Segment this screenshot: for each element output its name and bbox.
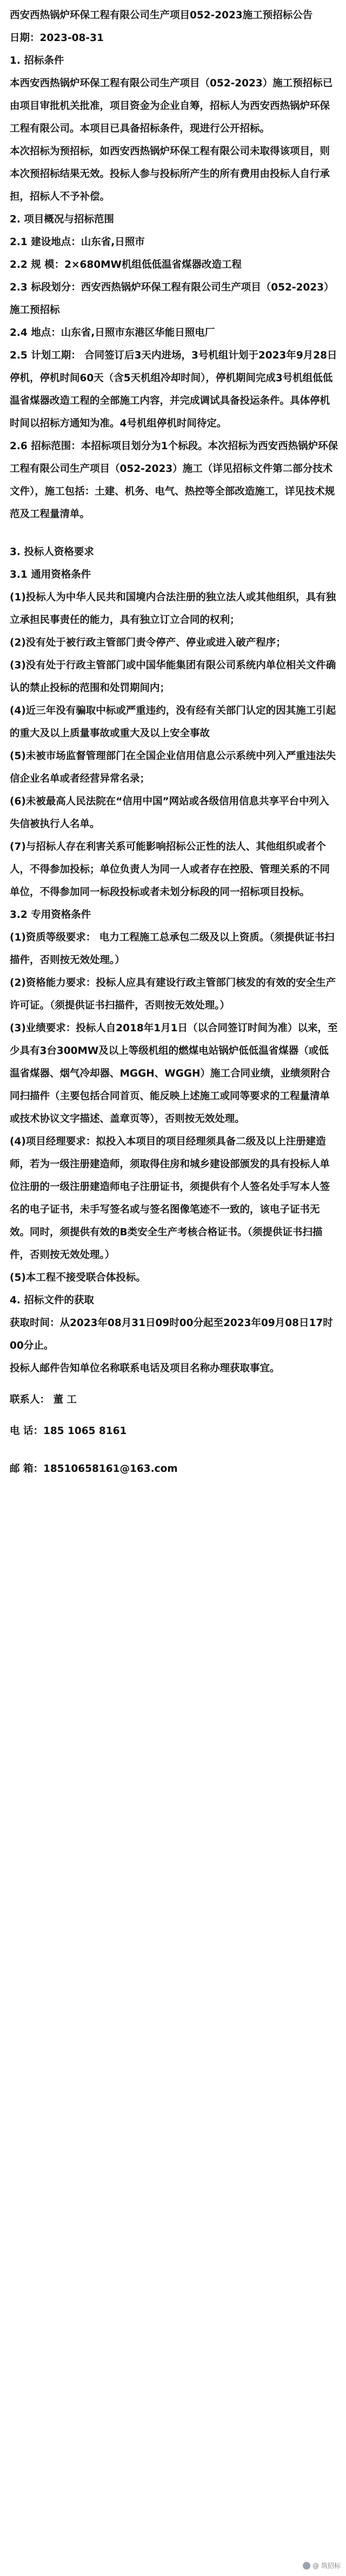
qualification-item-5: (5)未被市场监督管理部门在全国企业信用信息公示系统中列入严重违法失信企业名单或者经营异常名录；	[10, 751, 336, 785]
qualification-item-7: (7)与招标人存在利害关系可能影响招标公正性的法人、其他组织或者个人，不得参加投标；单位负责人为同一人或者存在控股、管理关系的不同单位，不得参加同一标段投标或者未划分标段的同一招标项目投标。	[10, 841, 330, 898]
subsection-general-qualification: 3.1 通用资格条件	[10, 569, 91, 580]
special-item-4: (4)项目经理要求：拟投入本项目的项目经理须具备二级及以上注册建造师，若为一级注册建造师，须取得住房和城乡建设部颁发的具有投标人单位注册的一级注册建造师电子注册证书，须提供有个人签名处手写本人签名的电子证书，未手写签名或与签名图像笔迹不一致的，该电子证书无效。同时，须提供有效的B类安全生产考核合格证书。（须提供证书扫描件，否则按无效处理。）	[10, 1136, 330, 1261]
special-item-1: (1)资质等级要求： 电力工程施工总承包二级及以上资质。（须提供证书扫描件，否则按无效处理。）	[10, 932, 335, 966]
contact-email: 邮 箱：18510658161@163.com	[10, 1463, 178, 1475]
section-heading-1: 1. 招标条件	[10, 55, 64, 66]
qualification-item-4: (4)近三年没有骗取中标或严重违约，没有经有关部门认定的因其施工引起的重大及以上质量事故或重大及以上安全事故	[10, 705, 336, 739]
tender-conditions-text: 本西安西热锅炉环保工程有限公司生产项目（052-2023）施工预招标已由项目审批机关批准，项目资金为企业自筹，招标人为西安西热锅炉环保工程有限公司。本项目已具备招标条件，现进行公开招标。	[10, 78, 333, 134]
contact-person: 联系人： 董 工	[10, 1394, 77, 1405]
subsection-special-qualification: 3.2 专用资格条件	[10, 909, 91, 921]
document-title: 西安西热锅炉环保工程有限公司生产项目052-2023施工预招标公告	[10, 10, 313, 21]
special-item-3: (3)业绩要求：投标人自2018年1月1日（以合同签订时间为准）以来，至少具有3台300MW及以上等级机组的燃煤电站锅炉低低温省煤器（或低温省煤器、烟气冷却器、MGGH、WGGH）施工合同业绩，业绩须附合同扫描件（主要包括合同首页、能反映上述施工或同等要求的工程量清单或技术协议文字描述、盖章页等），否则按无效处理。	[10, 1023, 338, 1125]
special-item-5: (5)本工程不接受联合体投标。	[10, 1272, 146, 1283]
tender-scope: 2.6 招标范围：本招标项目划分为1个标段。本次招标为西安西热锅炉环保工程有限公司生产项目（052-2023）施工（详见招标文件第二部分技术文件），施工包括：土建、机务、电气、热控等全部改造施工，详见技术规范及工程量清单。	[10, 441, 338, 520]
lot-division: 2.3 标段划分：西安西热锅炉环保工程有限公司生产项目（052-2023）施工预招标	[10, 282, 334, 316]
contact-phone: 电 话：185 1065 8161	[10, 1425, 127, 1437]
platform-logo-icon	[303, 2562, 310, 2570]
qualification-item-2: (2)没有处于被行政主管部门责令停产、停业或进入破产程序；	[10, 637, 286, 648]
watermark	[200, 2559, 341, 2572]
planned-schedule: 2.5 计划工期： 合同签订后3天内进场，3号机组计划于2023年9月28日停机，停机时间60天（含5天机组冷却时间），停机期间完成3号机组低低温省煤器改造工程的全部施工内容，并完成调试具备投运条件。具体停机时间以招标方通知为准。4号机组停机时间待定。	[10, 350, 337, 429]
section-heading-2: 2. 项目概况与招标范围	[10, 214, 114, 225]
project-scale: 2.2 规 模：2×680MW机组低低温省煤器改造工程	[10, 259, 242, 271]
qualification-item-3: (3)没有处于行政主管部门或中国华能集团有限公司系统内单位相关文件确认的禁止投标的范围和处罚期间内；	[10, 660, 336, 694]
pre-tender-notice-text: 本次招标为预招标，如西安西热锅炉环保工程有限公司未取得该项目，则本次预招标结果无效。投标人参与投标所产生的所有费用由投标人自行承担，招标人不予补偿。	[10, 146, 330, 202]
acquisition-method: 投标人邮件告知单位名称联系电话及项目名称办理获取事宜。	[10, 1363, 280, 1374]
section-heading-4: 4. 招标文件的获取	[10, 1295, 94, 1306]
acquisition-time: 获取时间：从2023年08月31日09时00分起至2023年09月08日17时00分止。	[10, 1317, 333, 1351]
publish-date: 日期：2023-08-31	[10, 32, 104, 44]
watermark-text: @ 筑招标	[312, 2562, 341, 2570]
construction-location: 2.1 建设地点：山东省,日照市	[10, 236, 145, 248]
special-item-2: (2)资格能力要求：投标人应具有建设行政主管部门核发的有效的安全生产许可证。（须提供证书扫描件，否则按无效处理。）	[10, 977, 336, 1011]
qualification-item-1: (1)投标人为中华人民共和国境内合法注册的独立法人或其他组织，具有独立承担民事责任的能力，具有独立订立合同的权利；	[10, 592, 336, 626]
qualification-item-6: (6)未被最高人民法院在“信用中国”网站或各级信用信息共享平台中列入失信被执行人名单。	[10, 796, 329, 830]
section-heading-3: 3. 投标人资格要求	[10, 546, 94, 558]
project-site: 2.4 地点：山东省,日照市东港区华能日照电厂	[10, 327, 215, 339]
